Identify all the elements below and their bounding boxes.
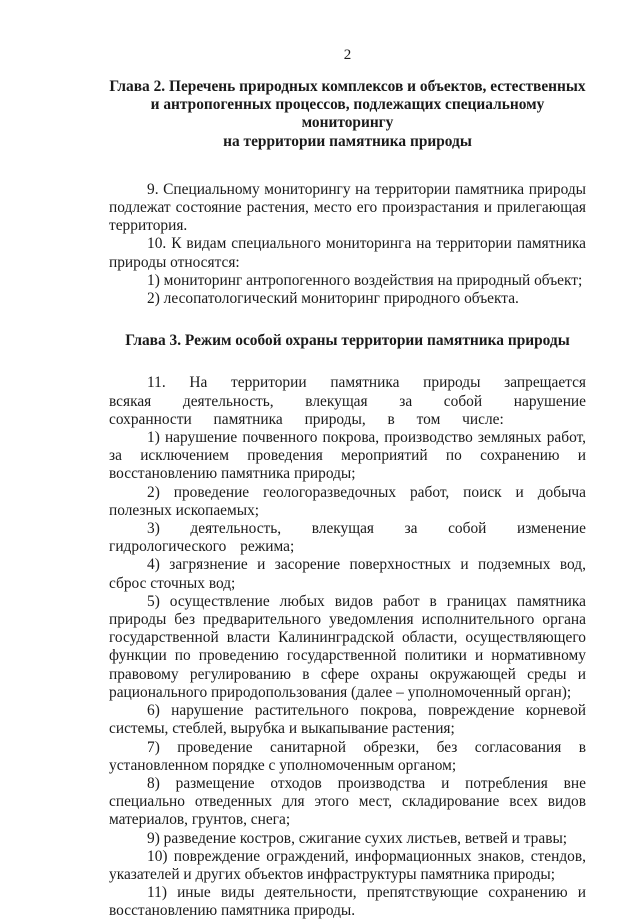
prohibition-item-4: 4) загрязнение и засорение поверхностных и подземных вод, сброс сточных вод; <box>109 556 586 592</box>
monitoring-type-2: 2) лесопатологический мониторинг природного объекта. <box>147 290 519 308</box>
prohibition-item-5: 5) осуществление любых видов работ в границах памятника природы без предварительного уведомления исполнительного органа государственной власти Калининградской области, осуществляющего функции по проведению государственной политики и нормативному правовому регулированию в сфере охраны окружающей среды и рационального природопользования (далее – уполномоченный орган); <box>109 592 586 701</box>
chapter-2-title-line-1: Глава 2. Перечень природных комплексов и объектов, естественных <box>109 78 586 95</box>
paragraph-10: 10. К видам специального мониторинга на территории памятника природы относятся: <box>109 235 586 271</box>
prohibition-item-6: 6) нарушение растительного покрова, повреждение корневой системы, стеблей, вырубка и выкапывание растения; <box>109 702 586 738</box>
prohibition-item-2: 2) проведение геологоразведочных работ, поиск и добыча полезных ископаемых; <box>109 483 586 519</box>
prohibition-item-10: 10) повреждение ограждений, информационных знаков, стендов, указателей и других объектов инфраструктуры памятника природы; <box>109 847 586 883</box>
prohibition-item-7: 7) проведение санитарной обрезки, без согласования в установленном порядке с уполномоченным органом; <box>109 738 586 774</box>
prohibition-item-8: 8) размещение отходов производства и потребления вне специально отведенных для этого мест, складирование всех видов материалов, грунтов, снега; <box>109 774 586 829</box>
chapter-2-title-line-3: на территории памятника природы <box>223 132 472 150</box>
paragraph-11: 11. На территории памятника природы запрещается всякая деятельность, влекущая за собой нарушение сохранности памятника природы, в том числе: <box>109 374 586 428</box>
paragraph-9: 9. Специальному мониторингу на территории памятника природы подлежат состояние растения, место его произрастания и прилегающая территория. <box>109 180 586 235</box>
chapter-2-title <box>109 78 586 151</box>
prohibition-item-11: 11) иные виды деятельности, препятствующие сохранению и восстановлению памятника природы. <box>109 884 586 920</box>
prohibition-item-1: 1) нарушение почвенного покрова, производство земляных работ, за исключением проведения мероприятий по сохранению и восстановлению памятника природы; <box>109 429 586 483</box>
chapter-3-title: Глава 3. Режим особой охраны территории памятника природы <box>125 332 570 350</box>
chapter-2-title-line-2: и антропогенных процессов, подлежащих специальному мониторингу <box>150 96 545 132</box>
monitoring-type-1: 1) мониторинг антропогенного воздействия на природный объект; <box>147 271 583 289</box>
page-number: 2 <box>343 47 352 63</box>
prohibition-item-3: 3) деятельность, влекущая за собой изменение гидрологического режима; <box>109 520 586 556</box>
prohibition-item-9: 9) разведение костров, сжигание сухих листьев, ветвей и травы; <box>147 829 568 847</box>
